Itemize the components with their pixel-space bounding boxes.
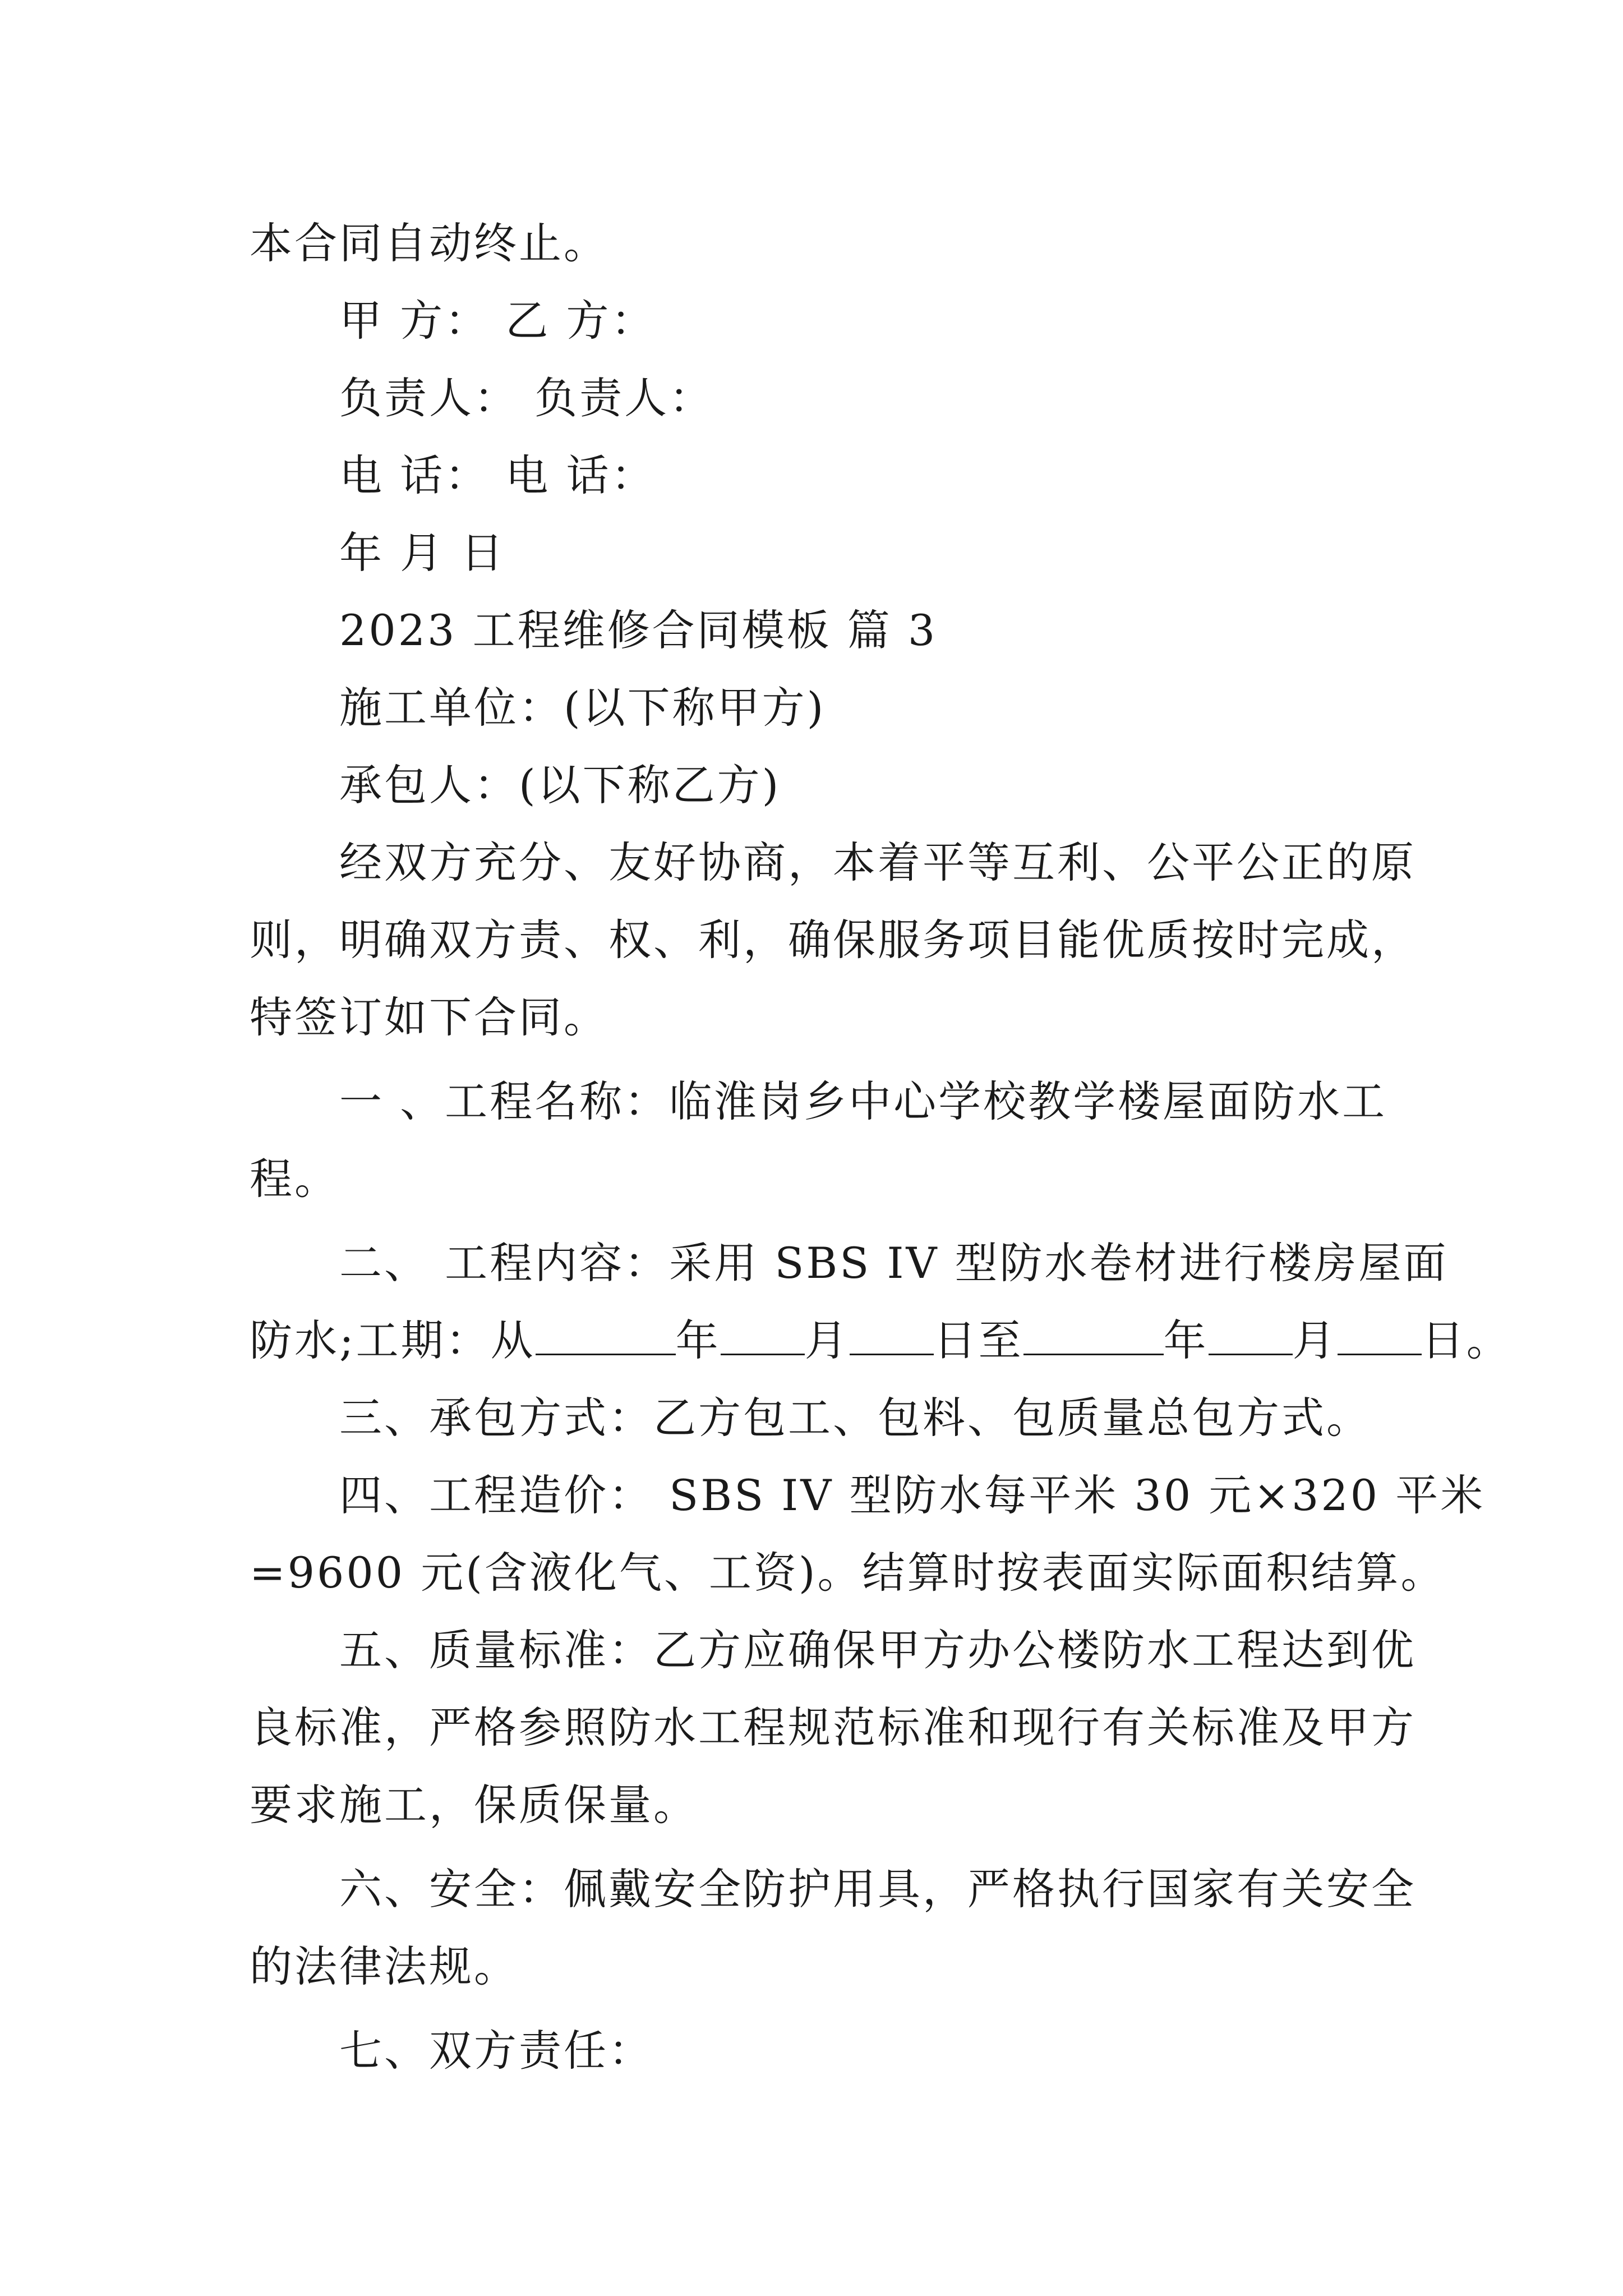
day-blank	[850, 1320, 934, 1355]
period-day-to: 日至	[933, 1315, 1023, 1365]
text-line: 施工单位：(以下称甲方)	[339, 683, 826, 733]
text-line: 良标准，严格参照防水工程规范标准和现行有关标准及甲方	[250, 1703, 1416, 1752]
month-blank	[721, 1320, 805, 1355]
text-line: 年 月 日	[339, 528, 506, 578]
text-line: 三、承包方式：乙方包工、包料、包质量总包方式。	[339, 1393, 1371, 1443]
period-month-1: 月	[804, 1315, 850, 1365]
month-blank	[1209, 1320, 1293, 1355]
text-line: 一 、工程名称：临淮岗乡中心学校教学楼屋面防水工	[339, 1076, 1387, 1126]
text-line: 要求施工，保质保量。	[250, 1780, 698, 1830]
period-prefix: 防水;工期：从	[250, 1315, 536, 1365]
period-line	[250, 1302, 1511, 1379]
section-heading: 2023 工程维修合同模板 篇 3	[339, 605, 938, 655]
text-line: 二、 工程内容：采用 SBS IV 型防水卷材进行楼房屋面	[339, 1238, 1449, 1288]
text-line: 经双方充分、友好协商，本着平等互利、公平公正的原	[339, 838, 1416, 887]
text-line: 甲 方： 乙 方：	[339, 296, 656, 346]
year-blank	[1023, 1320, 1164, 1355]
text-line: 本合同自动终止。	[250, 218, 608, 268]
text-line: 负责人： 负责人：	[339, 373, 714, 423]
period-year-2: 年	[1163, 1315, 1209, 1365]
text-line: 的法律法规。	[250, 1941, 519, 1991]
text-line: 程。	[250, 1154, 339, 1204]
period-end: 日。	[1421, 1315, 1511, 1365]
text-line: =9600 元(含液化气、工资)。结算时按表面实际面积结算。	[250, 1548, 1446, 1598]
year-blank	[536, 1320, 676, 1355]
text-line: 则，明确双方责、权、利，确保服务项目能优质按时完成，	[250, 915, 1416, 965]
text-line: 七、双方责任：	[339, 2026, 653, 2076]
text-line: 六、安全：佩戴安全防护用具，严格执行国家有关安全	[339, 1864, 1416, 1914]
text-line: 四、工程造价： SBS IV 型防水每平米 30 元×320 平米	[339, 1470, 1486, 1520]
text-line: 电 话： 电 话：	[339, 450, 656, 500]
text-line: 特签订如下合同。	[250, 992, 608, 1042]
document-page	[250, 205, 1511, 2090]
period-year-1: 年	[675, 1315, 721, 1365]
text-line: 五、质量标准：乙方应确保甲方办公楼防水工程达到优	[339, 1625, 1416, 1675]
day-blank	[1338, 1320, 1422, 1355]
text-line: 承包人：(以下称乙方)	[339, 760, 781, 810]
period-month-2: 月	[1292, 1315, 1338, 1365]
